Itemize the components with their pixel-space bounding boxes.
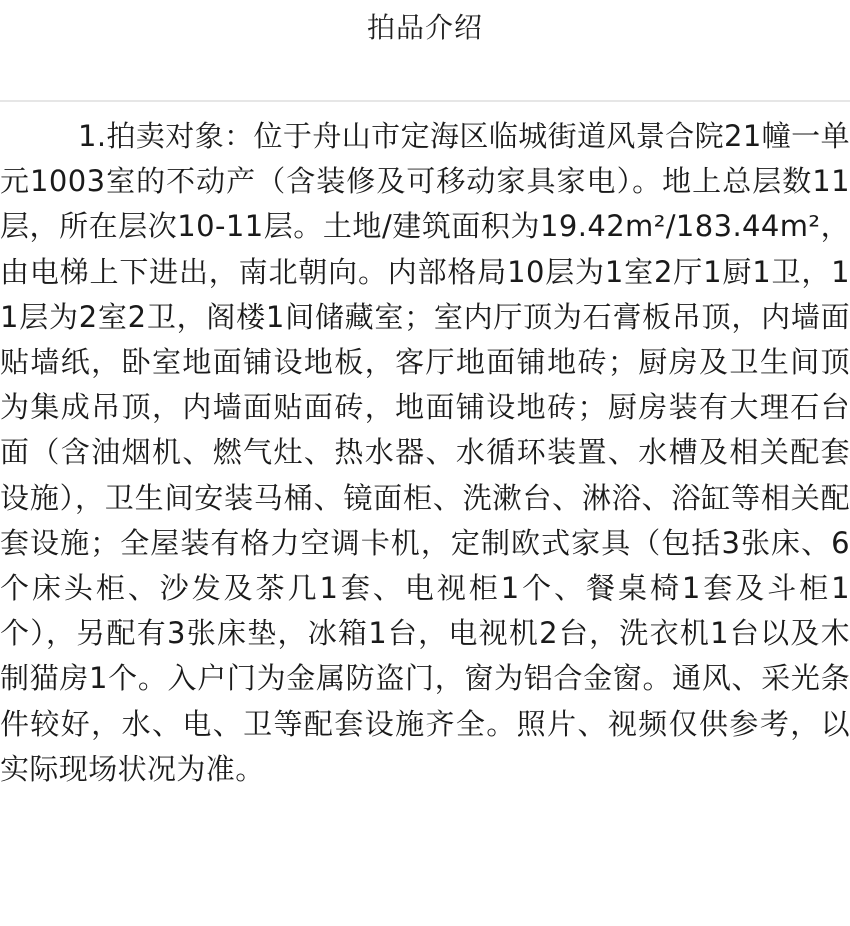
page-header [0, 0, 850, 48]
header-spacer [0, 48, 850, 100]
page-title: 拍品介绍 [366, 11, 483, 44]
item-description: 1.拍卖对象：位于舟山市定海区临城街道风景合院21幢一单元1003室的不动产（含装修及可移动家具家电）。地上总层数11层，所在层次10-11层。土地/建筑面积为19.42m²/183.44m²，由电梯上下进出，南北朝向。内部格局10层为1室2厅1厨1卫，11层为2室2卫，阁楼1间储藏室；室内厅顶为石膏板吊顶，内墙面贴墙纸，卧室地面铺设地板，客厅地面铺地砖；厨房及卫生间顶为集成吊顶，内墙面贴面砖，地面铺设地砖；厨房装有大理石台面（含油烟机、燃气灶、热水器、水循环装置、水槽及相关配套设施），卫生间安装马桶、镜面柜、洗漱台、淋浴、浴缸等相关配套设施；全屋装有格力空调卡机，定制欧式家具（包括3张床、6个床头柜、沙发及茶几1套、电视柜1个、餐桌椅1套及斗柜1个），另配有3张床垫，冰箱1台，电视机2台，洗衣机1台以及木制猫房1个。入户门为金属防盗门，窗为铝合金窗。通风、采光条件较好，水、电、卫等配套设施齐全。照片、视频仅供参考，以实际现场状况为准。 [0, 119, 850, 786]
